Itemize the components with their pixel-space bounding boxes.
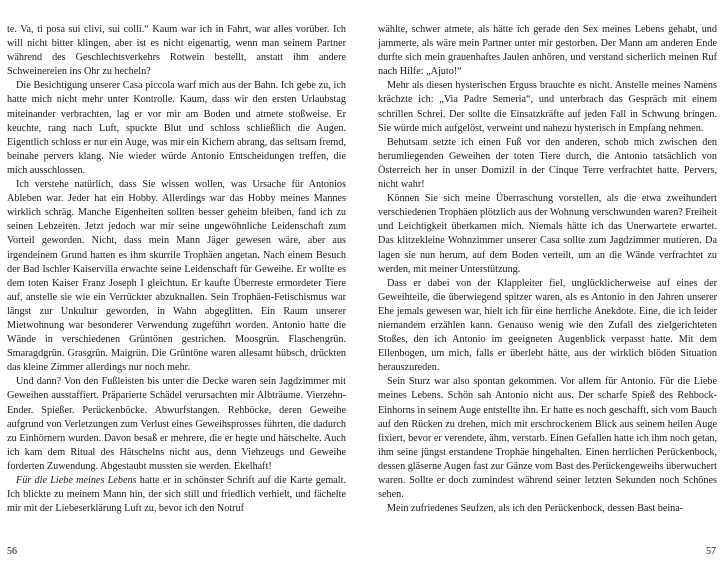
italic-card-text: Für die Liebe meines Lebens [16, 475, 137, 486]
paragraph-10: Dass er dabei von der Klappleiter fiel, unglücklicherweise auf eines der Geweihteile, die überwiegend spitzer waren, als es Antonio in den Jahren unserer Ehe jemals gewesen war, hielt ich für eine herrliche Anekdote. Eine, die ich leider niemandem erzählen kann. Genauso wenig wie den Zufall des zielgerichteten Stoßes, den ich Antonio im geeigneten Augenblick verpasst hatte. Mit dem Ellenbogen, um mich, falls er überlebt hätte, aus der wirklich blöden Situation herauszureden. [378, 277, 717, 374]
paragraph-4: Und dann? Von den Fußleisten bis unter die Decke waren sein Jagdzimmer mit Geweihen ausstaffiert. Präparierte Schädel verursachten mir Albträume. Vierzehn-Ender. Spießer. Perückenböcke. Abwurfstangen. Rehböcke, deren Geweihe aufgrund von Verletzungen zum Verlust eines Geweihsprosses führten, die dadurch zu Einhörnern wurden. Davon besaß er mehrere, die er hegte und hätschelte. Auch ich kam dem Ritual des Hätschelns nicht aus, denn Viehzeugs und Geweihe forderten Zuwendung. Abgestaubt mussten sie werden. Ekelhaft! [7, 376, 346, 472]
paragraph-5-rest: hatte er in schönster Schrift auf die Karte gemalt. Ich blickte zu meinem Mann hin, der sich still und friedlich verhielt, und fächelte mir mit der Liebeserklärung Luft zu, bevor ich den Notruf [7, 475, 347, 515]
paragraph-8: Behutsam setzte ich einen Fuß vor den anderen, schob mich zwischen den herumliegenden Geweihen der toten Tiere durch, die Antonio tatsächlich von Österreich her in unser Domizil in der Cinque Terre verfrachtet hatte. Pervers, nicht wahr! [378, 136, 717, 191]
right-page [378, 23, 717, 516]
paragraph-1: te. Va, ti posa sui clivi, sui colli.“ Kaum war ich in Fahrt, war alles vorüber. Ich will nicht bitter klingen, aber ist es nicht eigenartig, wenn man seinem Partner während des Geschlechtsverkehrs Rotwein bestellt, anstatt ihm andere Schweinereien ins Ohr zu hecheln? [7, 24, 346, 78]
paragraph-3: Ich verstehe natürlich, dass Sie wissen wollen, was Ursache für Antonios Ableben war. Jeder hat ein Hobby. Allerdings war das Hobby meines Mannes wirklich schräg. Manche Eigenheiten sollten besser geheim bleiben, fand ich zu seinen Lebzeiten. Jetzt jedoch war mir seine ungewöhnliche Leidenschaft zum Vorteil geworden. Nicht, dass mein Mann Jäger gewesen wäre, aber aus irgendeinem Grund hatten es ihm skurrile Trophäen angetan. Nach einem Besuch der Bad Ischler Kaiservilla erwachte seine Leidenschaft für Geweihe. Er wollte es dem toten Kaiser Franz Joseph I gleichtun. Er kaufte Überreste ermordeter Tiere auf, anstelle sie wie ein Verrückter abzuknallen. Sein Trophäen-Fetischismus war längst zur Unkultur geworden, in Wahn abgeglitten. Ein Raum unserer Mietwohnung war besonderer Verwendung zugeführt worden. Antonio hatte die Wände in verschiedenen Grüntönen gestrichen. Moosgrün. Flaschengrün. Smaragdgrün. Grasgrün. Maigrün. Die Grüntöne waren allesamt hübsch, drückten das kleine Zimmer allerdings nur noch mehr. [7, 179, 346, 374]
page-number-right: 57 [706, 546, 716, 557]
paragraph-11: Sein Sturz war also spontan gekommen. Vor allem für Antonio. Für die Liebe meines Lebens. Schön sah Antonio nicht aus. Der scharfe Spieß des Rehbock-Einhorns in seinem Auge entstellte ihn. Er hatte es noch geschafft, sich vom Bauch auf den Rücken zu drehen, mich mit erschrockenem Blick aus seinem heilen Auge fixiert, bevor er verendete, ähm, verstarb. Einen Gefallen hatte ich ihm noch getan, ihm seine jüngst erstandene Trophäe hingehalten. Einen herrlichen Perückenbock, dessen gläserne Augen fast zur Gänze vom Bast des Perückengeweihs überwuchert waren. Sollte er doch zumindest während seiner letzten Sekunden noch Schönes sehen. [378, 376, 717, 501]
paragraph-2: Die Besichtigung unserer Casa piccola warf mich aus der Bahn. Ich gebe zu, ich hatte mich nicht mehr unter Kontrolle. Kaum, dass wir den ersten Urlaubstag miteinander verbrachten, lag er vor mir am Boden und atmete stoßweise. Er keuchte, rang nach Luft, spuckte Blut und schloss schließlich die Augen. Eigentlich schloss er nur ein Auge, was mir ein Kichern abrang, das seltsam fremd, beinahe pervers klang. Nie wieder würde Antonio Entscheidungen treffen, die mich ausschlossen. [7, 80, 346, 176]
left-page [7, 23, 346, 516]
paragraph-12: Mein zufriedenes Seufzen, als ich den Perückenbock, dessen Bast beina- [387, 503, 684, 515]
paragraph-9: Können Sie sich meine Überraschung vorstellen, als die etwa zweihundert verschiedenen Trophäen plötzlich aus der Wohnung verschwunden waren? Freiheit und Leichtigkeit überkamen mich. Niemals hätte ich das Unerwartete erwartet. Das klitzekleine Wohnzimmer unserer Casa sollte zum Jagdzimmer mutieren. Da lagen sie nun herum, auf dem Boden verteilt, um an die Wände verfrachtet zu werden, mit meiner Unterstützung. [378, 193, 717, 275]
paragraph-6: wählte, schwer atmete, als hätte ich gerade den Sex meines Lebens gehabt, und jammerte, als wäre mein Partner unter mir gestorben. Der Mann am anderen Ende durfte sich mein grauenhaftes Jaulen anhören, und verstand sicherlich meinen Ruf nach Hilfe: „Ajuto!“ [378, 24, 717, 78]
paragraph-7: Mehr als diesen hysterischen Erguss brauchte es nicht. Anstelle meines Namens krächzte ich: „Via Padre Semeria“, und unterbrach das Gespräch mit einem schrillen Schrei. Der sollte die Einsatzkräfte auf jeden Fall in Schwung bringen. Sie würde mich aufgelöst, verweint und nahezu hysterisch in Empfang nehmen. [378, 80, 717, 134]
page-number-left: 56 [7, 546, 17, 557]
paragraph-5 [7, 474, 346, 516]
